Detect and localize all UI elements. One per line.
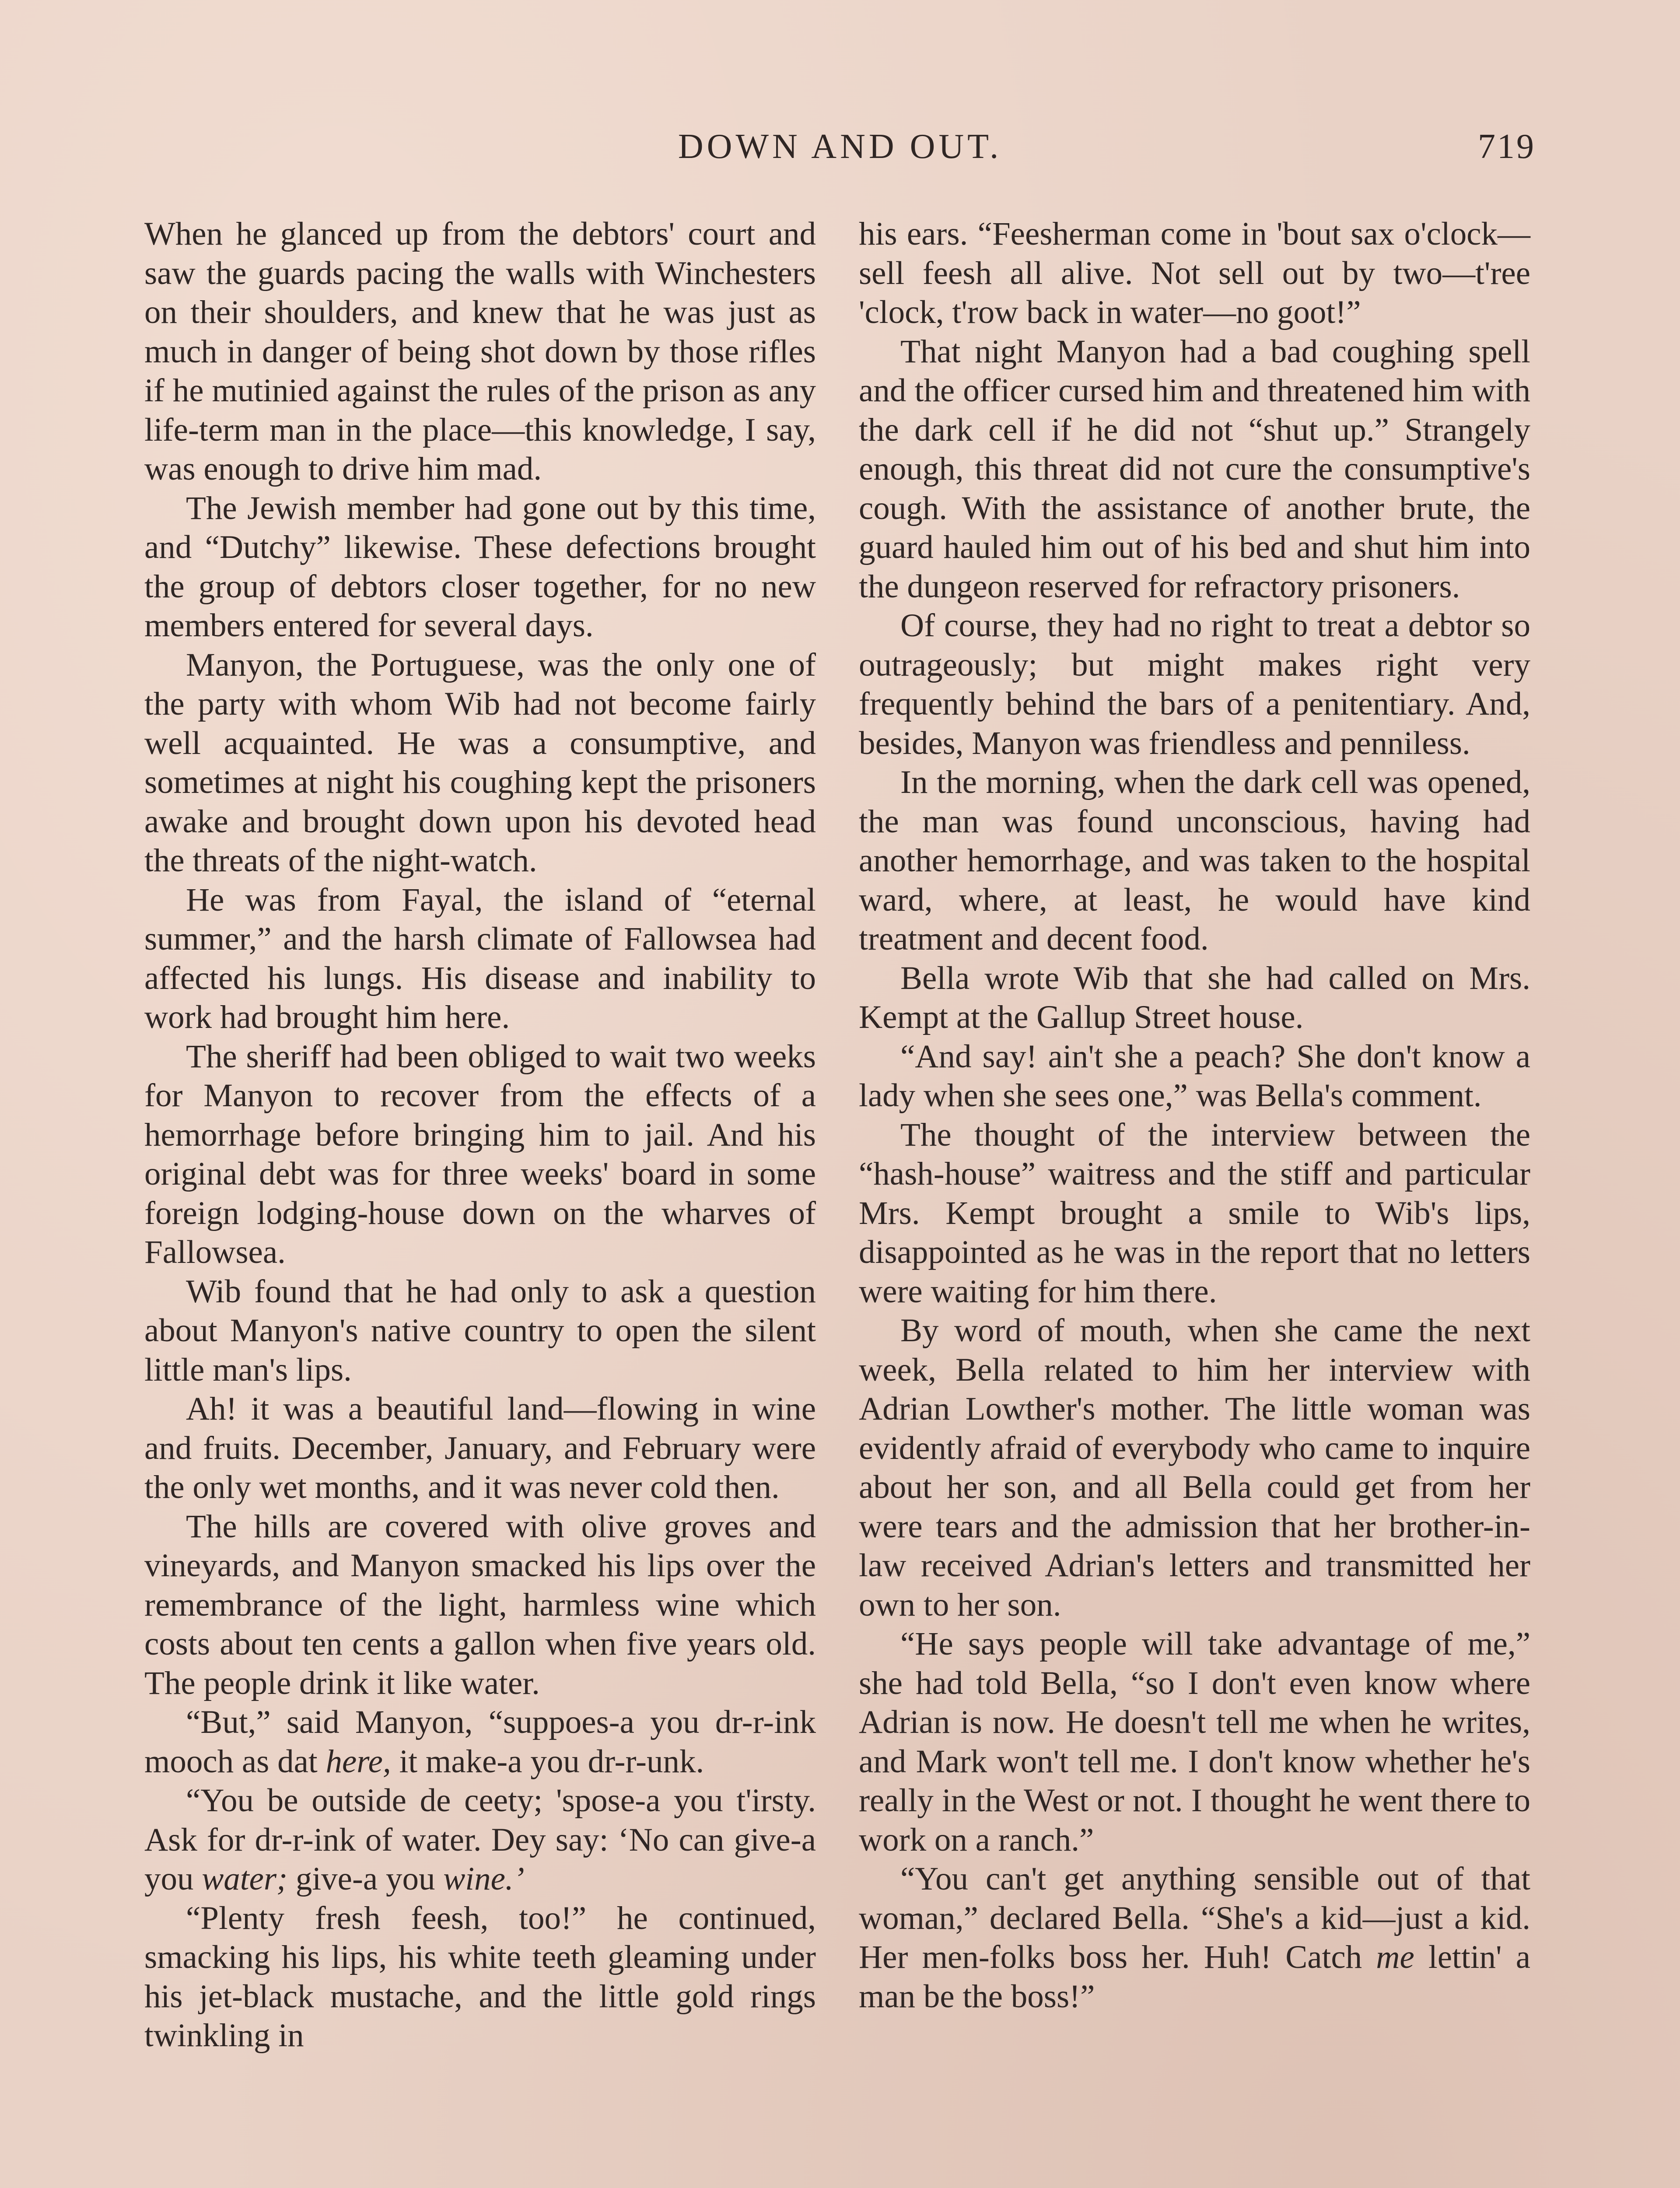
- paragraph: That night Manyon had a bad coughing spell and the officer cursed him and threatened him with the dark cell if he did not “shut up.” Strangely enough, this threat did not cure the consumptive's cough. With the assistance of another brute, the guard hauled him out of his bed and shut him into the dungeon reserved for refractory prisoners.: [859, 333, 1530, 605]
- running-title: DOWN AND OUT.: [678, 127, 1002, 166]
- paragraph: “Plenty fresh feesh, too!” he continued, smacking his lips, his white teeth gleaming under his jet-black mustache, and the little gold rings twinkling in: [144, 1900, 816, 2054]
- italic-run: here,: [326, 1743, 391, 1780]
- text-run: “You can't get anything sensible out of that woman,” declared Bella. “She's a kid—just a kid. Her men-folks boss her. Huh! Catch: [859, 1861, 1530, 1975]
- left-column: [144, 214, 816, 2055]
- paragraph: Wib found that he had only to ask a question about Manyon's native country to open the silent little man's lips.: [144, 1273, 816, 1388]
- text-run: “But,” said Manyon, “suppoes-a you dr-r-ink mooch as dat: [144, 1704, 816, 1780]
- paragraph: Bella wrote Wib that she had called on Mrs. Kempt at the Gallup Street house.: [859, 960, 1530, 1035]
- paragraph: By word of mouth, when she came the next week, Bella related to him her interview with Adrian Lowther's mother. The little woman was evidently afraid of everybody who came to inquire about her son, and all Bella could get from her were tears and the admission that her brother-in-law received Adrian's letters and transmitted her own to her son.: [859, 1312, 1530, 1623]
- paragraph: [144, 1703, 816, 1781]
- right-column: [859, 214, 1530, 2016]
- paragraph: The hills are covered with olive groves and vineyards, and Manyon smacked his lips over the remembrance of the light, harmless wine which costs about ten cents a gallon when five years old. The people drink it like water.: [144, 1508, 816, 1701]
- page-header: [144, 127, 1536, 179]
- paragraph: The thought of the interview between the “hash-house” waitress and the stiff and particular Mrs. Kempt brought a smile to Wib's lips, disappointed as he was in the report that no letters were waiting for him there.: [859, 1116, 1530, 1310]
- text-run: “You be outside de ceety; 'spose-a you t'irsty. Ask for dr-r-ink of water. Dey say: ‘No can give-a you: [144, 1782, 816, 1897]
- paragraph: his ears. “Feesherman come in 'bout sax o'clock—sell feesh all alive. Not sell out by two—t'ree 'clock, t'row back in water—no goot!”: [859, 216, 1530, 330]
- italic-run: water;: [202, 1861, 288, 1897]
- paragraph: The sheriff had been obliged to wait two weeks for Manyon to recover from the effects of a hemorrhage before bringing him to jail. And his original debt was for three weeks' board in some foreign lodging-house down on the wharves of Fallowsea.: [144, 1038, 816, 1270]
- paragraph: “He says people will take advantage of me,” she had told Bella, “so I don't even know where Adrian is now. He doesn't tell me when he writes, and Mark won't tell me. I don't know whether he's really in the West or not. I thought he went there to work on a ranch.”: [859, 1626, 1530, 1858]
- text-run: it make-a you dr-r-unk.: [391, 1743, 704, 1780]
- paragraph: He was from Fayal, the island of “eternal summer,” and the harsh climate of Fallowsea had affected his lungs. His disease and inability to work had brought him here.: [144, 881, 816, 1035]
- paragraph: Ah! it was a beautiful land—flowing in wine and fruits. December, January, and February were the only wet months, and it was never cold then.: [144, 1391, 816, 1505]
- paragraph: Of course, they had no right to treat a debtor so outrageously; but might makes right very frequently behind the bars of a penitentiary. And, besides, Manyon was friendless and penniless.: [859, 607, 1530, 761]
- paragraph: When he glanced up from the debtors' court and saw the guards pacing the walls with Winchesters on their shoulders, and knew that he was just as much in danger of being shot down by those rifles if he mutinied against the rules of the prison as any life-term man in the place—this knowledge, I say, was enough to drive him mad.: [144, 216, 816, 487]
- page-number: 719: [1478, 127, 1536, 166]
- text-run: lettin' a man be the boss!”: [859, 1939, 1530, 2015]
- paragraph: “And say! ain't she a peach? She don't know a lady when she sees one,” was Bella's comment.: [859, 1038, 1530, 1114]
- italic-run: me: [1376, 1939, 1414, 1975]
- paragraph: In the morning, when the dark cell was opened, the man was found unconscious, having had another hemorrhage, and was taken to the hospital ward, where, at least, he would have kind treatment and decent food.: [859, 764, 1530, 957]
- paragraph: The Jewish member had gone out by this time, and “Dutchy” likewise. These defections brought the group of debtors closer together, for no new members entered for several days.: [144, 490, 816, 644]
- paragraph: [859, 1859, 1530, 2016]
- text-run: give-a you: [287, 1861, 444, 1897]
- paragraph: Manyon, the Portuguese, was the only one of the party with whom Wib had not become fairly well acquainted. He was a consumptive, and sometimes at night his coughing kept the prisoners awake and brought down upon his devoted head the threats of the night-watch.: [144, 646, 816, 879]
- italic-run: wine.’: [443, 1861, 525, 1897]
- paragraph: [144, 1781, 816, 1899]
